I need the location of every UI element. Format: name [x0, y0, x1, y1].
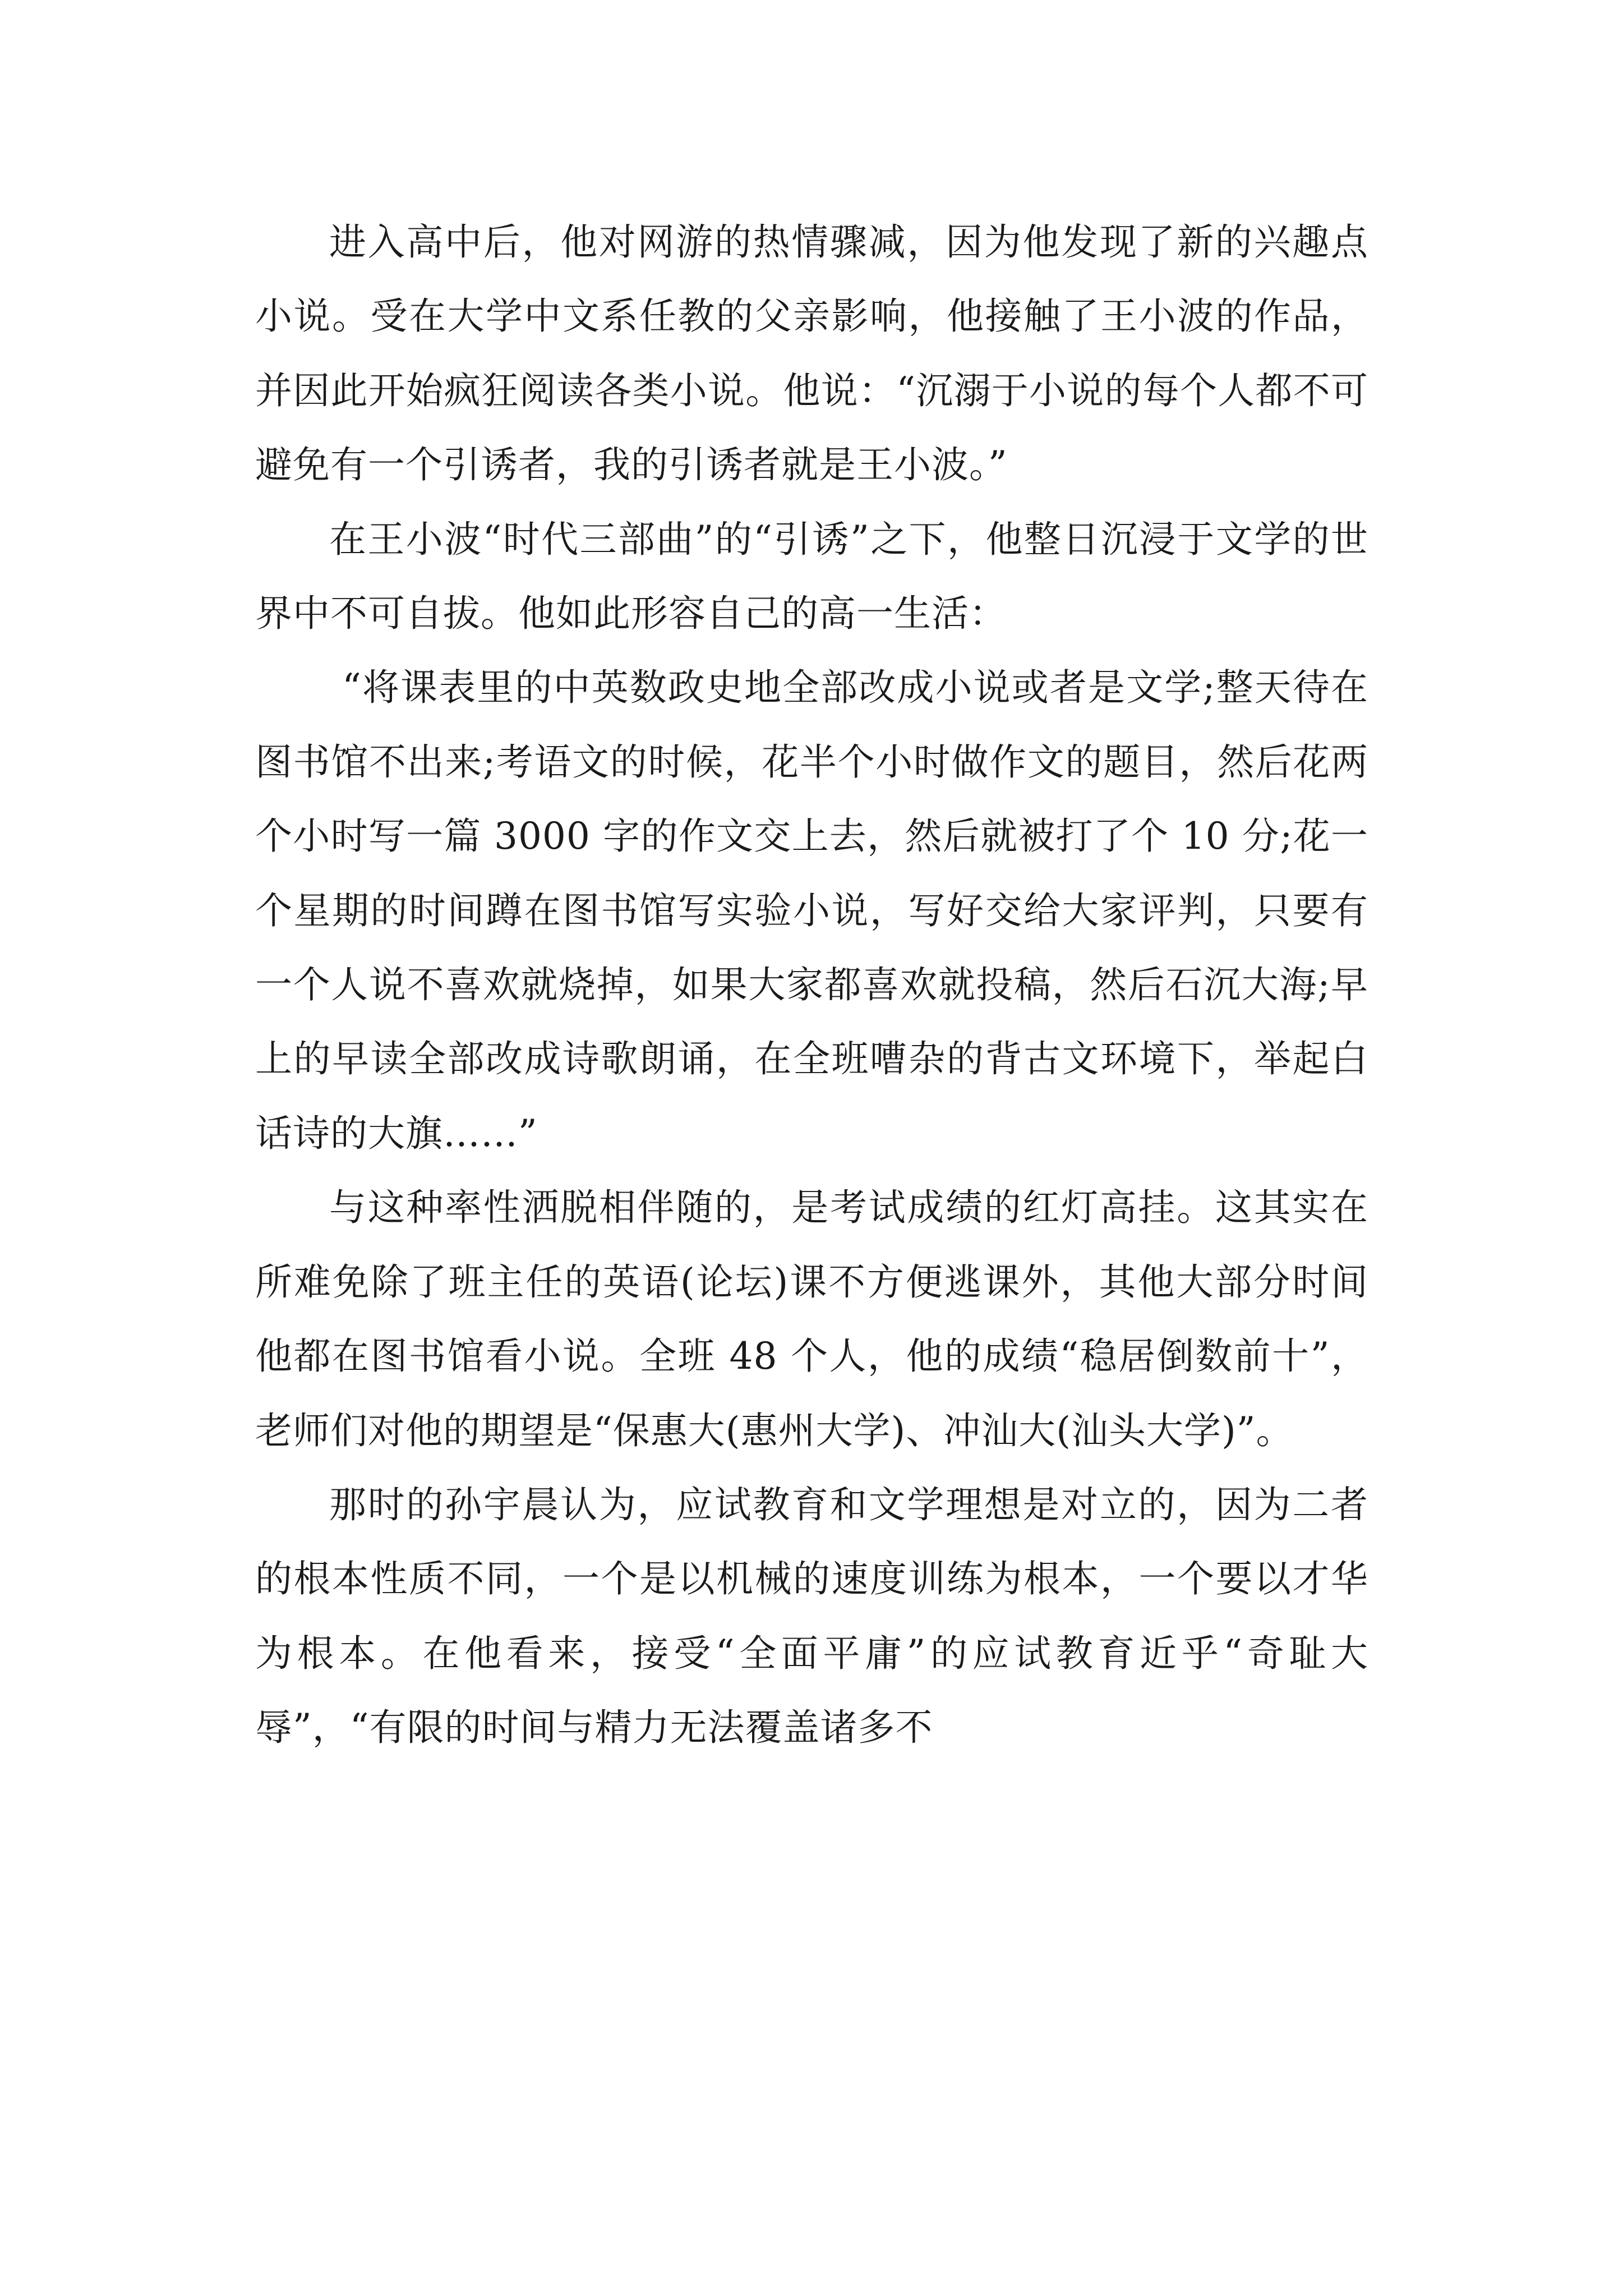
- paragraph-1: 进入高中后，他对网游的热情骤减，因为他发现了新的兴趣点小说。受在大学中文系任教的父亲影响，他接触了王小波的作品，并因此开始疯狂阅读各类小说。他说：“沉溺于小说的每个人都不可避免有一个引诱者，我的引诱者就是王小波。”: [255, 220, 1368, 487]
- document-body: [255, 205, 1368, 1765]
- paragraph-3-quote: “将课表里的中英数政史地全部改成小说或者是文学;整天待在图书馆不出来;考语文的时候，花半个小时做作文的题目，然后花两个小时写一篇 3000 字的作文交上去，然后就被打了个 10 分;花一个星期的时间蹲在图书馆写实验小说，写好交给大家评判，只要有一个人说不喜欢就烧掉，如果大家都喜欢就投稿，然后石沉大海;早上的早读全部改成诗歌朗诵，在全班嘈杂的背古文环境下，举起白话诗的大旗……”: [255, 666, 1368, 1155]
- paragraph-5: 那时的孙宇晨认为，应试教育和文学理想是对立的，因为二者的根本性质不同，一个是以机械的速度训练为根本，一个要以才华为根本。在他看来，接受“全面平庸”的应试教育近乎“奇耻大辱”，“有限的时间与精力无法覆盖诸多不: [255, 1483, 1368, 1750]
- paragraph-4: 与这种率性洒脱相伴随的，是考试成绩的红灯高挂。这其实在所难免除了班主任的英语(论坛)课不方便逃课外，其他大部分时间他都在图书馆看小说。全班 48 个人，他的成绩“稳居倒数前十”，老师们对他的期望是“保惠大(惠州大学)、冲汕大(汕头大学)”。: [255, 1186, 1368, 1452]
- paragraph-2: 在王小波“时代三部曲”的“引诱”之下，他整日沉浸于文学的世界中不可自拔。他如此形容自己的高一生活：: [255, 517, 1368, 636]
